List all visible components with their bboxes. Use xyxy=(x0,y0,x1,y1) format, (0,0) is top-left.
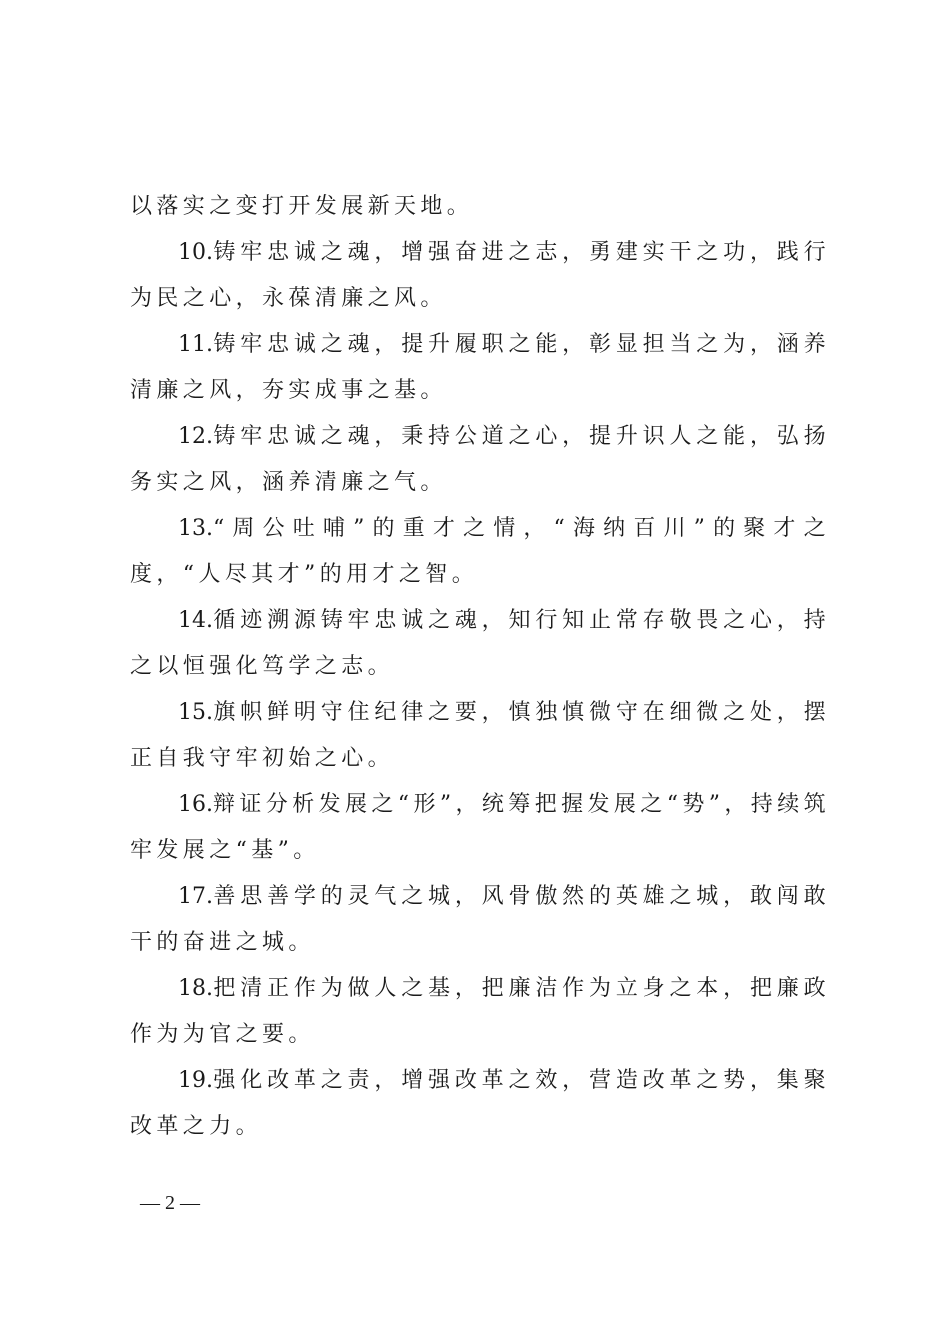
list-item-15 xyxy=(130,690,830,782)
list-item-13 xyxy=(130,506,830,598)
item-text: 把清正作为做人之基，把廉洁作为立身之本，把廉政作为为官之要。 xyxy=(130,976,830,1047)
item-text: 善思善学的灵气之城，风骨傲然的英雄之城，敢闯敢干的奋进之城。 xyxy=(130,884,830,955)
list-item-14 xyxy=(130,598,830,690)
list-item-17 xyxy=(130,874,830,966)
item-number: 15. xyxy=(178,700,213,725)
paragraph-continuation xyxy=(130,184,830,230)
item-text: 旗帜鲜明守住纪律之要，慎独慎微守在细微之处，摆正自我守牢初始之心。 xyxy=(130,700,830,771)
item-number: 19. xyxy=(178,1068,213,1093)
item-number: 14. xyxy=(178,608,213,633)
item-number: 17. xyxy=(178,884,213,909)
item-number: 13. xyxy=(178,516,213,541)
item-text: 循迹溯源铸牢忠诚之魂，知行知止常存敬畏之心，持之以恒强化笃学之志。 xyxy=(130,608,830,679)
page-number: — 2 — xyxy=(140,1192,200,1214)
paragraph-text: 以落实之变打开发展新天地。 xyxy=(130,194,474,219)
item-text: “周公吐哺”的重才之情，“海纳百川”的聚才之度，“人尽其才”的用才之智。 xyxy=(130,516,830,587)
list-item-12 xyxy=(130,414,830,506)
item-text: 辩证分析发展之“形”，统筹把握发展之“势”，持续筑牢发展之“基”。 xyxy=(130,792,830,863)
item-number: 11. xyxy=(178,332,213,357)
item-number: 10. xyxy=(178,240,213,265)
item-text: 铸牢忠诚之魂，提升履职之能，彰显担当之为，涵养清廉之风，夯实成事之基。 xyxy=(130,332,830,403)
item-number: 16. xyxy=(178,792,213,817)
item-text: 铸牢忠诚之魂，秉持公道之心，提升识人之能，弘扬务实之风，涵养清廉之气。 xyxy=(130,424,830,495)
list-item-19 xyxy=(130,1058,830,1150)
list-item-10 xyxy=(130,230,830,322)
document-body xyxy=(130,184,830,1150)
list-item-16 xyxy=(130,782,830,874)
item-text: 强化改革之责，增强改革之效，营造改革之势，集聚改革之力。 xyxy=(130,1068,830,1139)
item-number: 18. xyxy=(178,976,213,1001)
item-text: 铸牢忠诚之魂，增强奋进之志，勇建实干之功，践行为民之心，永葆清廉之风。 xyxy=(130,240,830,311)
list-item-11 xyxy=(130,322,830,414)
item-number: 12. xyxy=(178,424,213,449)
list-item-18 xyxy=(130,966,830,1058)
